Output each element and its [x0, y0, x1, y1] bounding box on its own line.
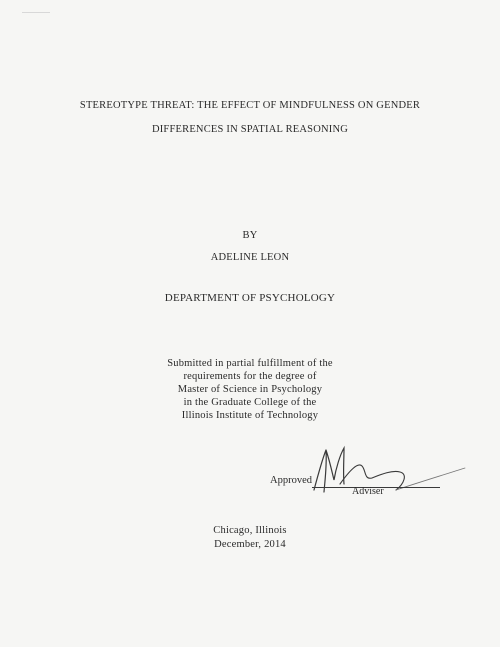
adviser-signature — [300, 440, 470, 500]
submission-line-5: Illinois Institute of Technology — [181, 410, 319, 421]
submission-line-1: Submitted in partial fulfillment of the — [167, 358, 333, 369]
approved-label: Approved — [270, 475, 312, 486]
department-name: DEPARTMENT OF PSYCHOLOGY — [164, 292, 336, 304]
scan-mark — [22, 12, 50, 13]
by-label: BY — [242, 230, 258, 241]
author-name: ADELINE LEON — [210, 252, 290, 263]
location-city: Chicago, Illinois — [213, 525, 287, 536]
submission-line-3: Master of Science in Psychology — [177, 384, 323, 395]
title-line-1: STEREOTYPE THREAT: THE EFFECT OF MINDFULNESS ON GENDER — [79, 100, 421, 111]
adviser-label: Adviser — [352, 486, 384, 497]
submission-line-4: in the Graduate College of the — [183, 397, 317, 408]
submission-date: December, 2014 — [214, 539, 286, 550]
title-line-2: DIFFERENCES IN SPATIAL REASONING — [151, 124, 349, 135]
submission-line-2: requirements for the degree of — [183, 371, 317, 382]
